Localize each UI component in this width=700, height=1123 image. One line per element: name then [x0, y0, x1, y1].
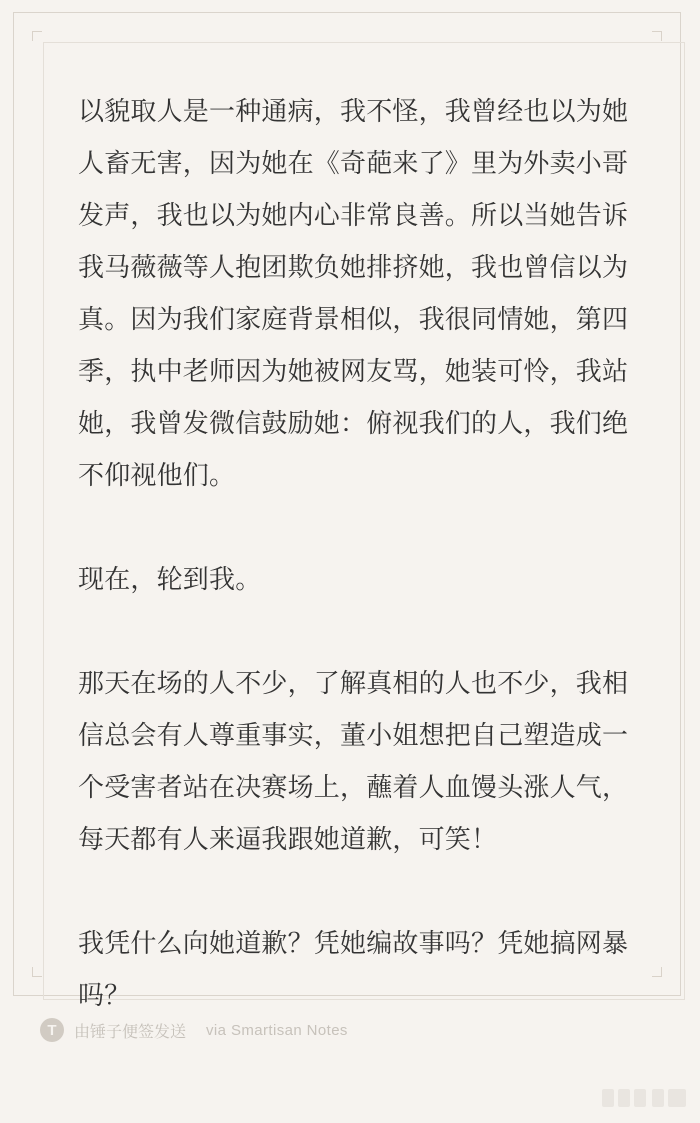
paragraph-1: 以貌取人是一种通病，我不怪，我曾经也以为她人畜无害，因为她在《奇葩来了》里为外卖小哥发声，我也以为她内心非常良善。所以当她告诉我马薇薇等人抱团欺负她排挤她，我也曾信以为真。因为我们家庭背景相似，我很同情她，第四季，执中老师因为她被网友骂，她装可怜，我站她，我曾发微信鼓励她：俯视我们的人，我们绝不仰视他们。: [78, 97, 629, 491]
note-footer: [40, 1015, 348, 1045]
note-body: [78, 86, 638, 1022]
frame-corner-top-right: [652, 31, 662, 41]
frame-corner-top-left: [32, 31, 42, 41]
sent-via-label-en: via Smartisan Notes: [206, 1021, 348, 1039]
watermark-logo: [600, 1081, 692, 1115]
frame-corner-bottom-left: [32, 967, 42, 977]
smartisan-t-icon: T: [40, 1018, 64, 1042]
paragraph-2: 现在，轮到我。: [78, 565, 262, 595]
paragraph-3: 那天在场的人不少，了解真相的人也不少，我相信总会有人尊重事实，董小姐想把自己塑造成一个受害者站在决赛场上，蘸着人血馒头涨人气，每天都有人来逼我跟她道歉，可笑！: [78, 669, 629, 855]
sent-via-label-cn: 由锤子便签发送: [74, 1021, 187, 1041]
paragraph-4: 我凭什么向她道歉？凭她编故事吗？凭她搞网暴吗？: [78, 929, 629, 1011]
